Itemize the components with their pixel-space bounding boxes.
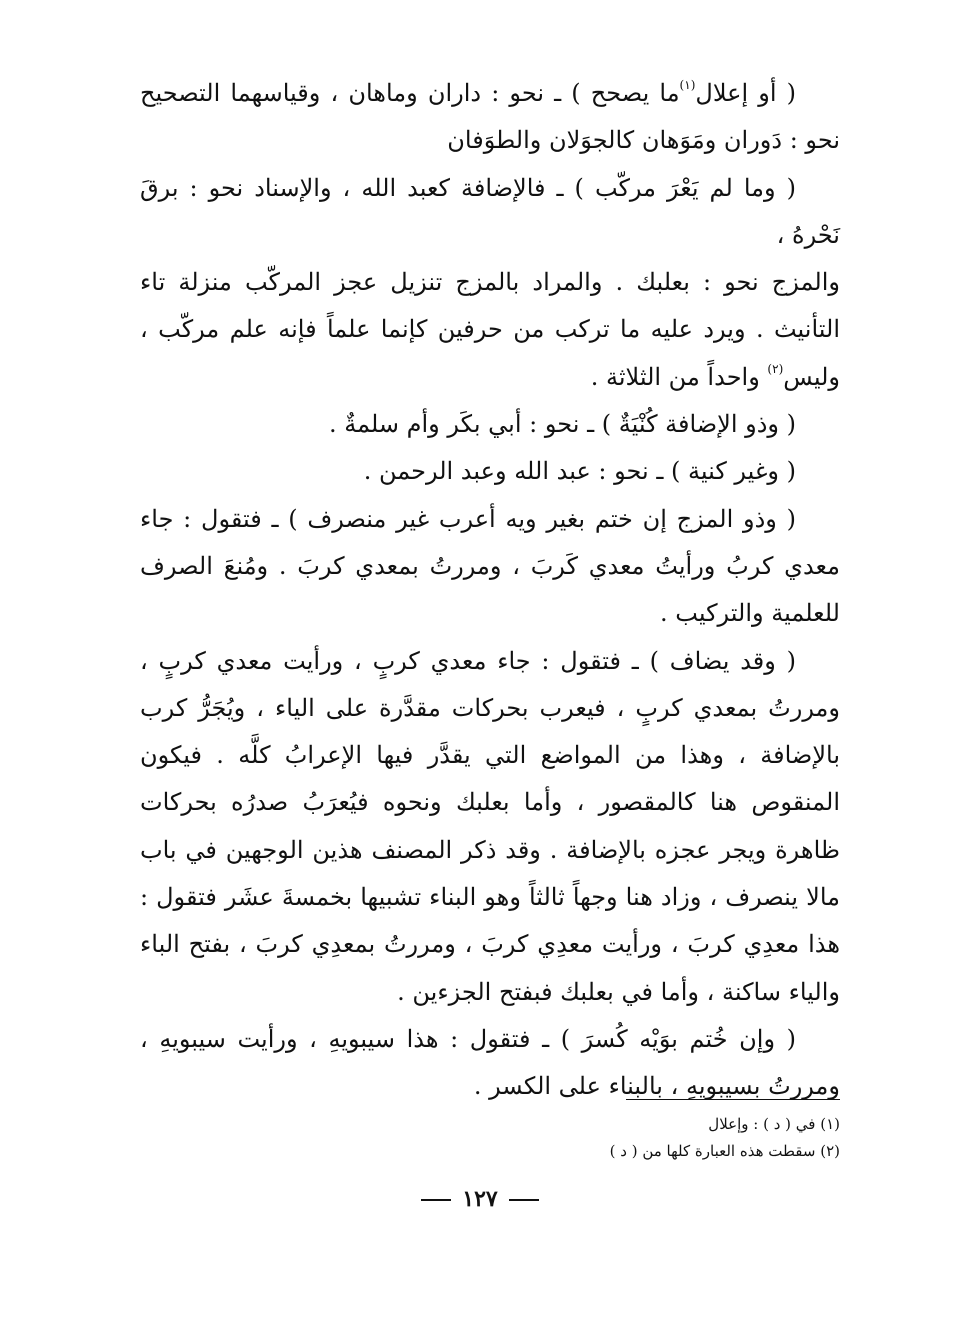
paragraph-text: ما يصحح ) ـ نحو : داران وماهان ، وقياسهما التصحيح نحو : دَوران ومَوَهان كالجوَلان والطوَفان (140, 79, 840, 155)
page-number-dash-right (509, 1199, 539, 1201)
paragraph-text: ( وما لم يَعْرَ مركّب ) ـ فالإضافة كعبد الله ، والإسناد نحو : برقَ نَحْرهُ ، (140, 173, 840, 249)
footnote-marker: (١) (679, 78, 696, 92)
page-number (0, 1186, 960, 1212)
paragraph (140, 401, 840, 448)
footnotes (140, 1111, 840, 1165)
paragraph (140, 448, 840, 495)
paragraph-text: ( وقد يضاف ) ـ فتقول : جاء معدي كربٍ ، ورأيت معدي كربٍ ، ومررتُ بمعدي كربٍ ، فيعرب بحركات مقدَّرة على الياء ، ويُجَرُّ كرب بالإضافة ، وهذا من المواضع التي يقدَّر فيها الإعرابُ كلَّه . فيكون المنقوص هنا كالمقصور ، وأما بعلبك ونحوه فيُعرَبُ صدرُه بحركات ظاهرة ويجر عجزه بالإضافة . وقد ذكر المصنف هذين الوجهين في باب مالا ينصرف ، وزاد هنا وجهاً ثالثاً وهو البناء تشبيها بخمسةَ عشَر فتقول : هذا معدِي كربَ ، ورأيت معدِي كربَ ، ومررتُ بمعدِي كربَ ، بفتح الباء والياء ساكنة ، وأما في بعلبك فبفتح الجزءين . (140, 646, 841, 1006)
footnote-marker: (٢) (767, 361, 784, 376)
paragraph (140, 259, 840, 401)
paragraph (140, 496, 840, 638)
main-text (140, 70, 840, 1111)
paragraph (140, 165, 840, 260)
footnote: (٢) سقطت هذه العبارة كلها من ( د ) (609, 1142, 840, 1160)
footnote-separator (626, 1099, 840, 1100)
paragraph (140, 70, 840, 165)
paragraph-text: ( وذو المزج إن ختم بغير ويه أعرب غير منصرف ) ـ فتقول : جاء معدي كربُ ورأيتُ معدي كَربَ ، ومررتُ بمعدي كربَ . ومُنعَ الصرف للعلمية والتركيب . (140, 504, 840, 628)
paragraph (140, 1016, 840, 1111)
paragraph (140, 638, 840, 1016)
footnote: (١) في ( د ) : وإعلال (708, 1115, 840, 1133)
paragraph-text: والمزج نحو : بعلبك . والمراد بالمزج تنزيل عجز المركّب منزلة تاء التأنيث . ويرد عليه ما تركب من حرفين كإنما علماً فإنه علم مركّب ، وليس (140, 268, 840, 391)
paragraph-text: ( أو إعلال (695, 79, 796, 107)
paragraph-text: ( وغير كنية ) ـ نحو : عبد الله وعبد الرحمن . (363, 457, 796, 486)
page-number-dash-left (421, 1199, 451, 1201)
page-number-text: ١٢٧ (462, 1186, 498, 1212)
paragraph-text: واحداً من الثلاثة . (590, 362, 768, 391)
paragraph-text: ( وإن خُتم بوَيْه كُسرَ ) ـ فتقول : هذا سيبويهِ ، ورأيت سيبويهِ ، ومررتُ بسيبويهِ ، بالبناء على الكسر . (140, 1024, 840, 1101)
paragraph-text: ( وذو الإضافة كُنْيَةٌ ) ـ نحو : أبي بكَر وأم سلمةٌ . (328, 410, 796, 439)
